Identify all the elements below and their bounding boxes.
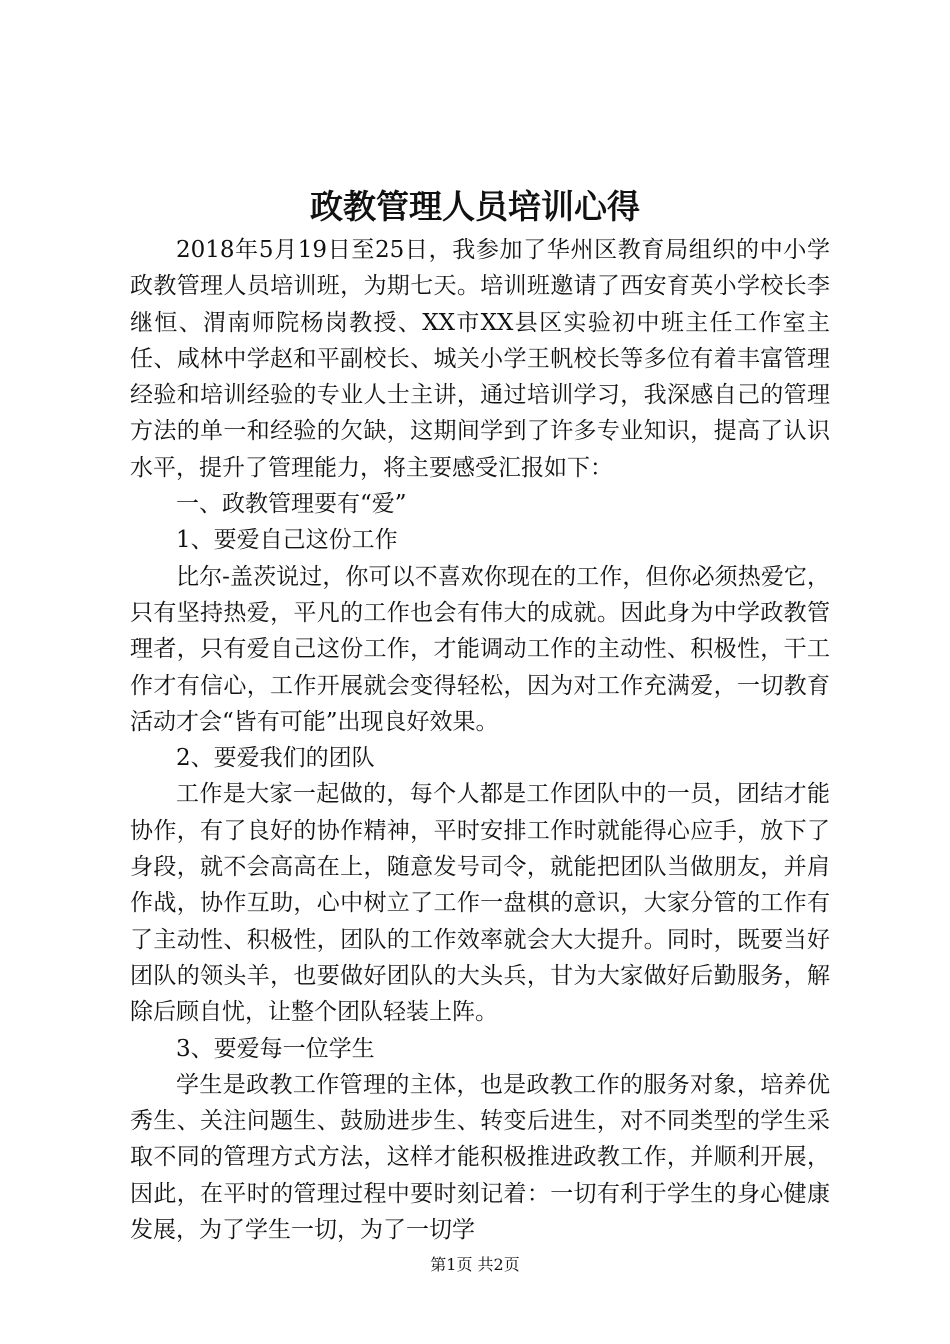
subheading-love-students: 3、要爱每一位学生 <box>176 1035 375 1062</box>
paragraph-intro: 2018年5月19日至25日，我参加了华州区教育局组织的中小学政教管理人员培训班，为期七天。培训班邀请了西安育英小学校长李继恒、渭南师院杨岗教授、XX市XX县区实验初中班主任工作室主任、咸林中学赵和平副校长、城关小学王帆校长等多位有着丰富管理经验和培训经验的专业人士主讲，通过培训学习，我深感自己的管理方法的单一和经验的欠缺，这期间学到了许多专业知识，提高了认识水平，提升了管理能力，将主要感受汇报如下： <box>130 237 830 481</box>
page-footer: 第1页 共2页 <box>430 1255 520 1274</box>
subheading-love-work: 1、要爱自己这份工作 <box>176 527 398 554</box>
paragraph-love-students: 学生是政教工作管理的主体，也是政教工作的服务对象，培养优秀生、关注问题生、鼓励进步生、转变后进生，对不同类型的学生采取不同的管理方式方法，这样才能积极推进政教工作，并顺利开展，因此，在平时的管理过程中要时刻记着：一切有利于学生的身心健康发展，为了学生一切，为了一切学 <box>130 1071 830 1244</box>
page-title: 政教管理人员培训心得 <box>310 187 640 226</box>
paragraph-love-work: 比尔-盖茨说过，你可以不喜欢你现在的工作，但你必须热爱它，只有坚持热爱，平凡的工作也会有伟大的成就。因此身为中学政教管理者，只有爱自己这份工作，才能调动工作的主动性、积极性，干工作才有信心，工作开展就会变得轻松，因为对工作充满爱，一切教育活动才会“皆有可能”出现良好效果。 <box>130 563 830 735</box>
section-heading-love: 一、政教管理要有“爱” <box>176 491 407 518</box>
paragraph-love-team: 工作是大家一起做的，每个人都是工作团队中的一员，团结才能协作，有了良好的协作精神，平时安排工作时就能得心应手，放下了身段，就不会高高在上，随意发号司令，就能把团队当做朋友，并肩作战，协作互助，心中树立了工作一盘棋的意识，大家分管的工作有了主动性、积极性，团队的工作效率就会大大提升。同时，既要当好团队的领头羊，也要做好团队的大头兵，甘为大家做好后勤服务，解除后顾自忧，让整个团队轻装上阵。 <box>130 781 830 1026</box>
subheading-love-team: 2、要爱我们的团队 <box>176 745 375 772</box>
document-body <box>130 232 830 1248</box>
